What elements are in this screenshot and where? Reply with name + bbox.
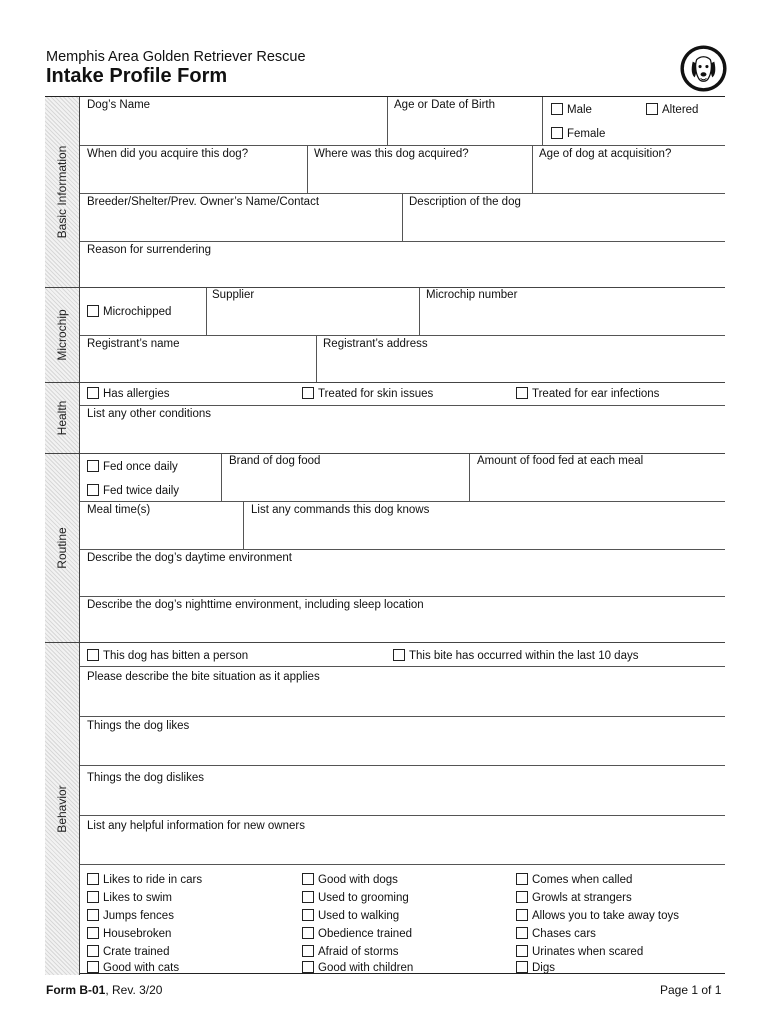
commands-field[interactable]: List any commands this dog knows [243, 502, 725, 549]
likes-field[interactable]: Things the dog likes [80, 716, 725, 765]
checkbox-icon [302, 387, 314, 399]
section-behavior [45, 642, 725, 975]
trait-checkbox[interactable] [516, 909, 679, 922]
trait-label: Jumps fences [103, 910, 174, 922]
trait-label: Likes to ride in cars [103, 874, 203, 886]
trait-checkbox[interactable] [516, 945, 643, 958]
dislikes-field[interactable]: Things the dog dislikes [80, 765, 725, 815]
male-checkbox[interactable]: Male [551, 103, 592, 116]
trait-label: Used to walking [318, 910, 400, 922]
section-basic-information [45, 97, 725, 287]
trait-label: Urinates when scared [532, 946, 644, 958]
dogs-name-field[interactable]: Dog’s Name [87, 99, 151, 111]
checkbox-icon [87, 909, 99, 921]
checkbox-icon [516, 387, 528, 399]
age-at-acquisition-field[interactable]: Age of dog at acquisition? [532, 146, 725, 193]
trait-checkbox[interactable] [87, 961, 179, 974]
row-dog-name [80, 97, 725, 145]
trait-label: Afraid of storms [318, 946, 399, 958]
checkbox-icon [516, 961, 528, 973]
bitten-person-checkbox[interactable]: This dog has bitten a person [87, 649, 248, 662]
checkbox-icon [393, 649, 405, 661]
checkbox-icon [87, 484, 99, 496]
form-id: Form B-01 [46, 983, 106, 997]
registrant-address-field[interactable]: Registrant’s address [316, 336, 725, 383]
fed-twice-checkbox[interactable]: Fed twice daily [87, 484, 179, 497]
bite-description-field[interactable]: Please describe the bite situation as it applies [80, 666, 725, 716]
form-revision [46, 983, 162, 997]
trait-label: Good with dogs [318, 874, 398, 886]
trait-label: Digs [532, 962, 556, 974]
food-amount-field[interactable]: Amount of food fed at each meal [469, 454, 725, 501]
section-label-health: Health [45, 383, 80, 453]
trait-checkbox[interactable] [302, 945, 399, 958]
trait-label: Housebroken [103, 928, 172, 940]
checkbox-icon [302, 873, 314, 885]
reason-field[interactable]: Reason for surrendering [87, 244, 212, 256]
checkbox-icon [516, 891, 528, 903]
row-registrant [80, 335, 725, 383]
age-field[interactable]: Age or Date of Birth [387, 97, 542, 145]
section-label-behavior: Behavior [45, 643, 80, 975]
trait-label: Likes to swim [103, 892, 173, 904]
organization-name: Memphis Area Golden Retriever Rescue [46, 49, 306, 65]
microchip-number-field[interactable]: Microchip number [419, 288, 725, 335]
allergies-checkbox[interactable]: Has allergies [87, 387, 169, 400]
trait-checkbox[interactable] [87, 873, 202, 886]
sex-field [542, 97, 725, 145]
page-number: Page 1 of 1 [660, 983, 722, 997]
checkbox-icon [646, 103, 658, 115]
altered-checkbox[interactable]: Altered [646, 103, 698, 116]
checkbox-icon [302, 927, 314, 939]
intake-form [45, 96, 725, 974]
fed-once-checkbox[interactable]: Fed once daily [87, 460, 178, 473]
section-health [45, 382, 725, 453]
trait-checklist [80, 864, 725, 976]
trait-label: Good with cats [103, 962, 180, 974]
checkbox-icon [551, 103, 563, 115]
daytime-environment-field[interactable]: Describe the dog’s daytime environment [80, 549, 725, 596]
row-health-checks [80, 383, 725, 405]
checkbox-icon [302, 945, 314, 957]
trait-checkbox[interactable] [516, 927, 596, 940]
trait-checkbox[interactable] [87, 891, 172, 904]
revision: , Rev. 3/20 [105, 983, 163, 997]
meal-times-field[interactable]: Meal time(s) [87, 504, 151, 516]
acquired-when-field[interactable]: When did you acquire this dog? [87, 148, 249, 160]
checkbox-icon [302, 891, 314, 903]
checkbox-icon [302, 961, 314, 973]
checkbox-icon [87, 873, 99, 885]
breeder-field[interactable]: Breeder/Shelter/Prev. Owner’s Name/Contact [87, 196, 320, 208]
checkbox-icon [516, 909, 528, 921]
checkbox-icon [516, 927, 528, 939]
golden-retriever-logo-icon [679, 44, 728, 93]
trait-checkbox[interactable] [302, 909, 399, 922]
row-microchip [80, 288, 725, 335]
checkbox-icon [87, 945, 99, 957]
food-brand-field[interactable]: Brand of dog food [221, 454, 469, 501]
checkbox-icon [87, 305, 99, 317]
helpful-info-field[interactable]: List any helpful information for new owners [80, 815, 725, 864]
ear-infections-checkbox[interactable]: Treated for ear infections [516, 387, 659, 400]
trait-checkbox[interactable] [87, 909, 174, 922]
trait-checkbox[interactable] [302, 961, 413, 974]
section-label-microchip: Microchip [45, 288, 80, 382]
other-conditions-field[interactable]: List any other conditions [80, 405, 725, 454]
trait-checkbox[interactable] [302, 927, 412, 940]
trait-label: Growls at strangers [532, 892, 632, 904]
trait-label: Used to grooming [318, 892, 409, 904]
description-field[interactable]: Description of the dog [402, 194, 725, 241]
trait-label: Comes when called [532, 874, 633, 886]
checkbox-icon [87, 927, 99, 939]
row-reason [80, 241, 725, 287]
checkbox-icon [302, 909, 314, 921]
section-routine [45, 453, 725, 642]
row-breeder [80, 193, 725, 241]
trait-checkbox[interactable] [87, 927, 171, 940]
section-microchip [45, 287, 725, 382]
trait-label: Chases cars [532, 928, 596, 940]
microchipped-checkbox[interactable]: Microchipped [87, 305, 171, 318]
registrant-name-field[interactable]: Registrant’s name [87, 338, 180, 350]
skin-issues-checkbox[interactable]: Treated for skin issues [302, 387, 433, 400]
acquired-where-field[interactable]: Where was this dog acquired? [307, 146, 532, 193]
row-meals-commands [80, 501, 725, 549]
checkbox-icon [87, 387, 99, 399]
checkbox-icon [87, 891, 99, 903]
trait-checkbox[interactable] [516, 891, 632, 904]
section-label-routine: Routine [45, 454, 80, 642]
checkbox-icon [516, 945, 528, 957]
supplier-field[interactable]: Supplier [206, 288, 419, 335]
row-bite-checks [80, 643, 725, 666]
checkbox-icon [516, 873, 528, 885]
bite-recent-checkbox[interactable]: This bite has occurred within the last 10 days [393, 649, 638, 662]
checkbox-icon [87, 460, 99, 472]
form-title: Intake Profile Form [46, 65, 228, 87]
section-label-basic: Basic Information [45, 97, 80, 287]
trait-checkbox[interactable] [516, 873, 632, 886]
trait-checkbox[interactable] [516, 961, 555, 974]
trait-label: Crate trained [103, 946, 170, 958]
trait-checkbox[interactable] [302, 873, 398, 886]
trait-label: Good with children [318, 962, 414, 974]
trait-label: Obedience trained [318, 928, 412, 940]
checkbox-icon [87, 961, 99, 973]
checkbox-icon [551, 127, 563, 139]
trait-checkbox[interactable] [87, 945, 169, 958]
checkbox-icon [87, 649, 99, 661]
row-feeding [80, 454, 725, 501]
nighttime-environment-field[interactable]: Describe the dog’s nighttime environment, including sleep location [80, 596, 725, 643]
trait-label: Allows you to take away toys [532, 910, 680, 922]
row-acquisition [80, 145, 725, 193]
female-checkbox[interactable]: Female [551, 127, 605, 140]
trait-checkbox[interactable] [302, 891, 409, 904]
